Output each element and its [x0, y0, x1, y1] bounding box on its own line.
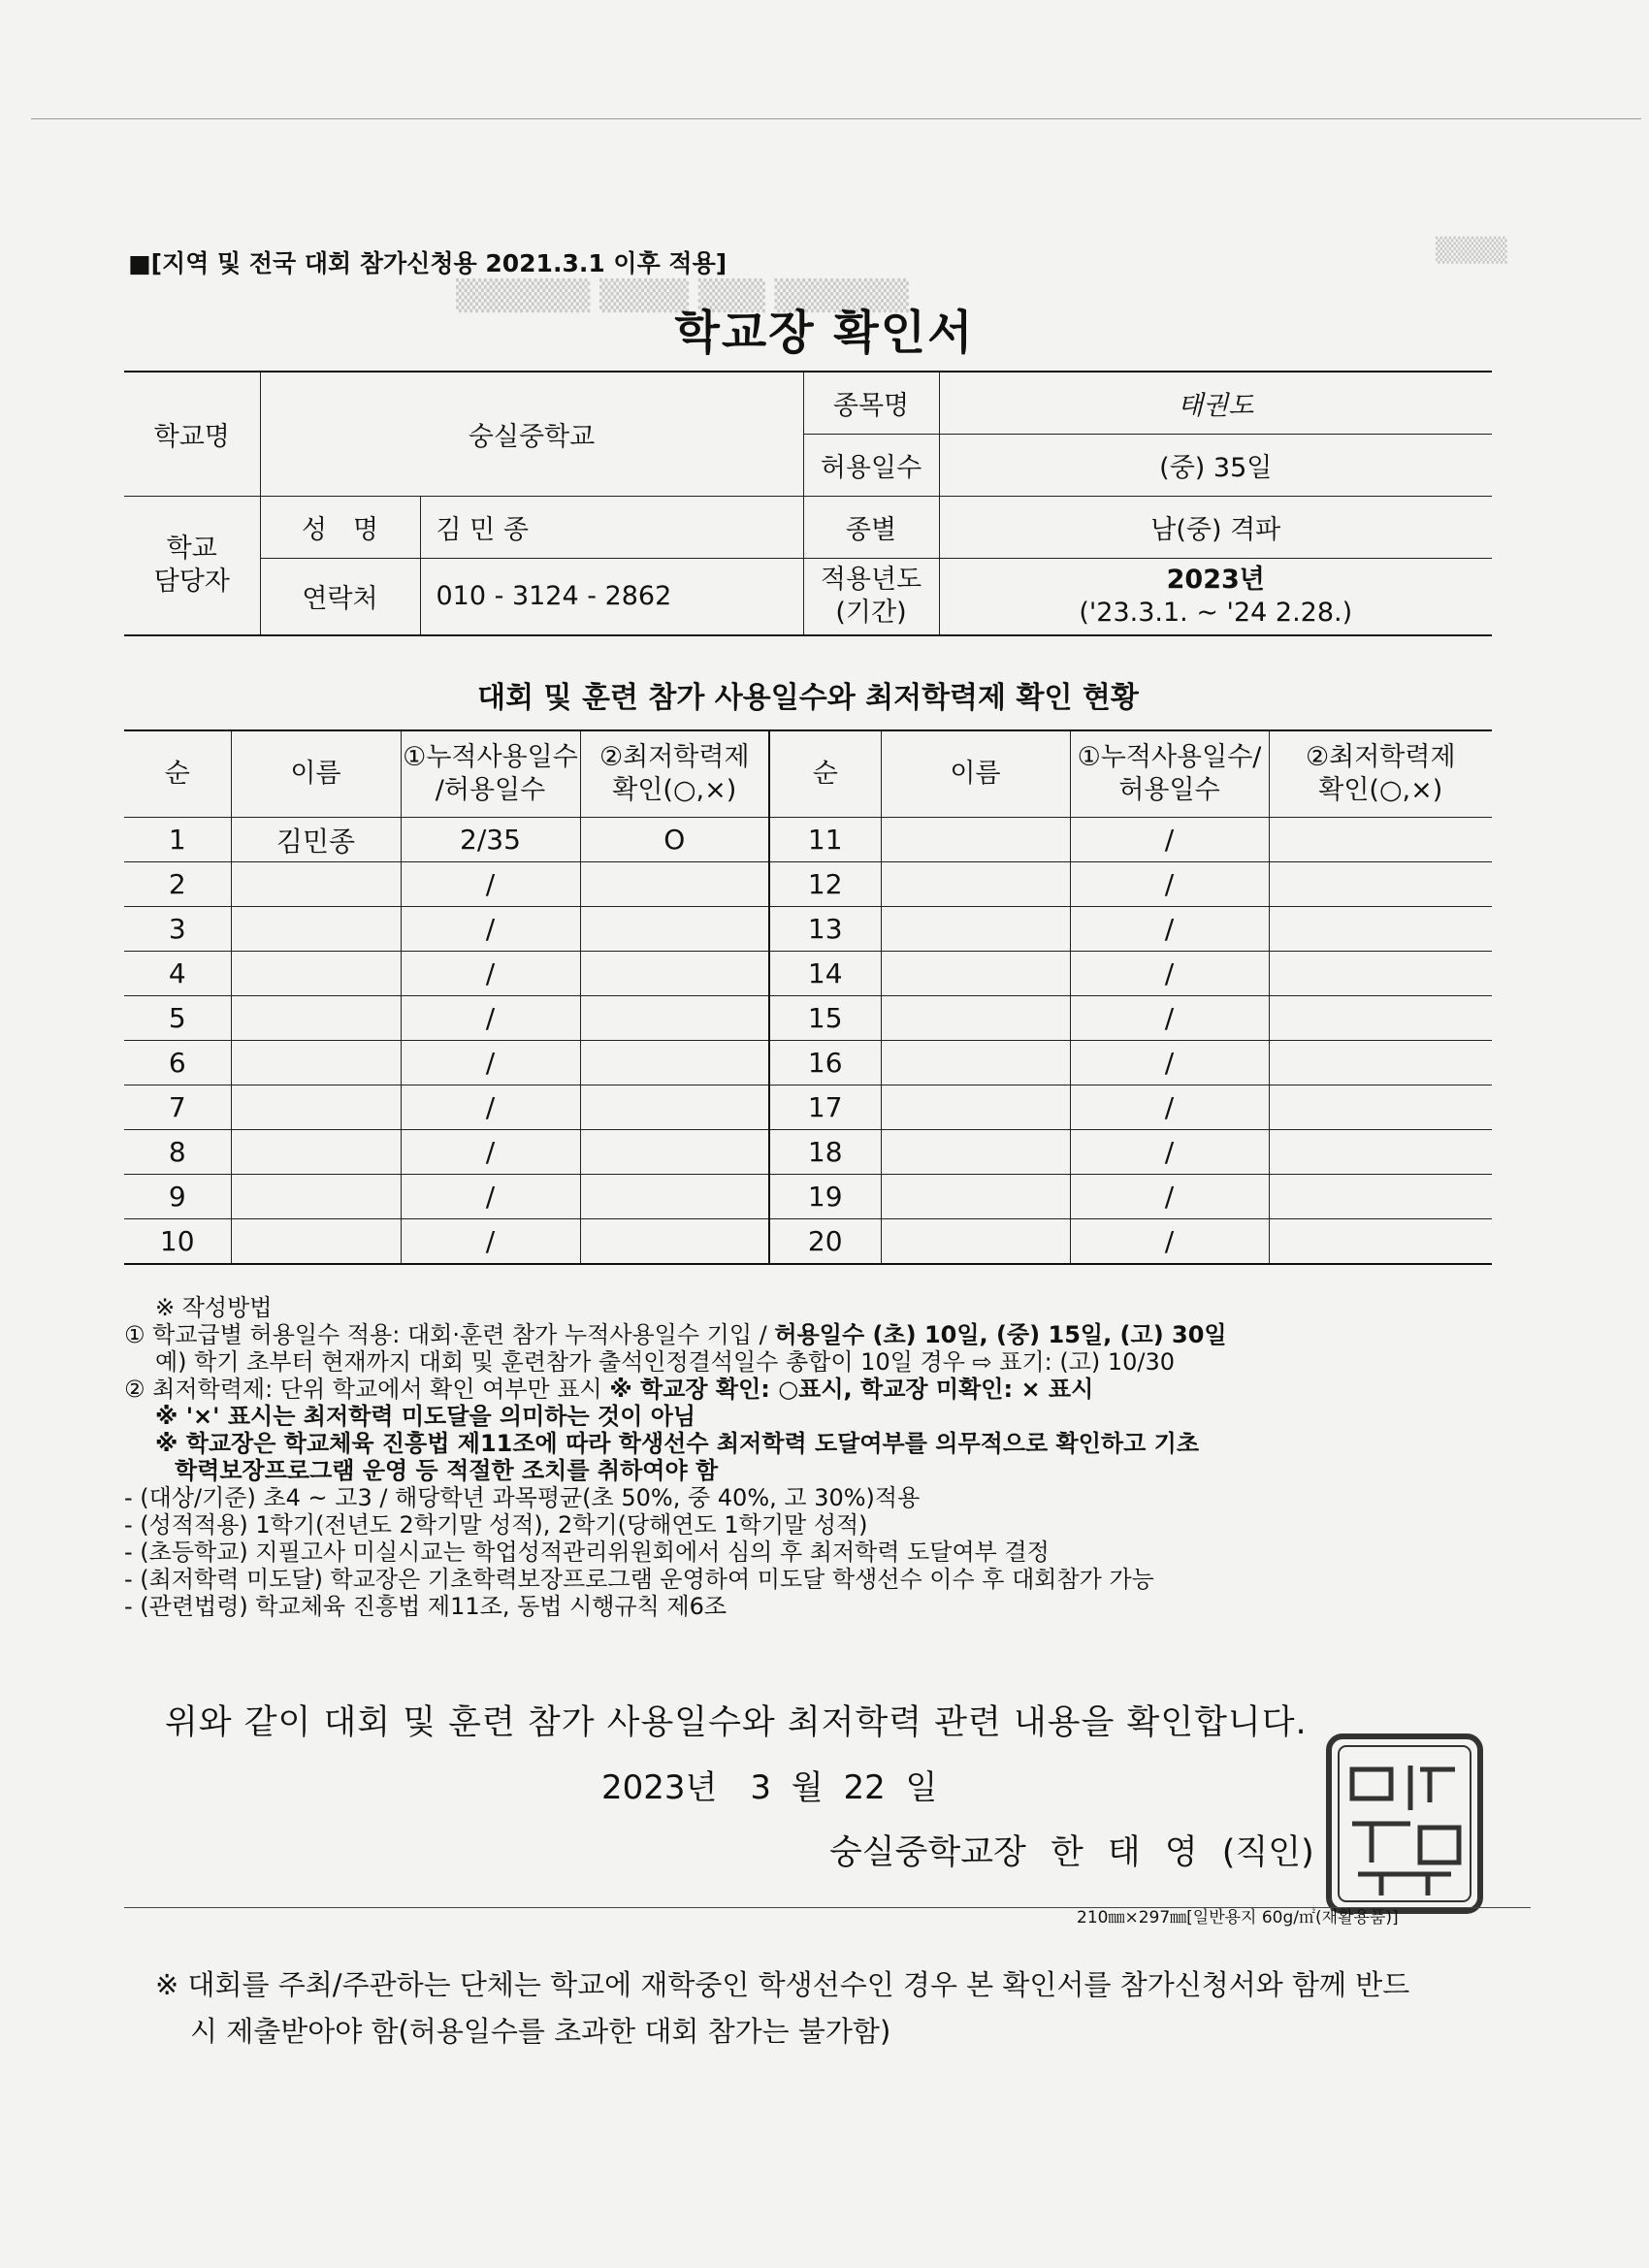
row-check-left: [580, 862, 769, 907]
row-name-right: [881, 907, 1070, 952]
row-name-right: [881, 1130, 1070, 1175]
row-name-right: [881, 818, 1070, 862]
header-min-acad-left: ②최저학력제 확인(○,×): [580, 730, 769, 818]
row-days-right: /: [1070, 818, 1269, 862]
row-no-left: 1: [124, 818, 231, 862]
header-name-left: 이름: [231, 730, 401, 818]
row-no-right: 15: [769, 996, 881, 1041]
row-check-right: [1269, 1085, 1492, 1130]
table-row: [124, 818, 1492, 862]
row-no-left: 6: [124, 1041, 231, 1085]
row-check-left: [580, 1041, 769, 1085]
row-days-right: /: [1070, 1219, 1269, 1265]
note-2-bold: ※ 학교장 확인: ○표시, 학교장 미확인: × 표시: [609, 1376, 1094, 1403]
row-no-right: 13: [769, 907, 881, 952]
row-name-left: [231, 1041, 401, 1085]
footer-note: [155, 1961, 1552, 2055]
contact-value: 010 - 3124 - 2862: [420, 558, 803, 635]
allowed-days-value: (중) 35일: [939, 434, 1492, 496]
row-check-left: [580, 1130, 769, 1175]
row-no-left: 5: [124, 996, 231, 1041]
row-name-right: [881, 952, 1070, 996]
row-name-right: [881, 996, 1070, 1041]
row-days-left: /: [401, 907, 580, 952]
year-label: 적용년도 (기간): [803, 558, 939, 635]
row-days-left: 2/35: [401, 818, 580, 862]
table-row: [124, 1219, 1492, 1265]
row-check-left: [580, 1175, 769, 1219]
note-list-3: - (초등학교) 지필고사 미실시교는 학업성적관리위원회에서 심의 후 최저학력 도달여부 결정: [124, 1539, 1050, 1566]
note-list-1: - (대상/기준) 초4 ~ 고3 / 해당학년 과목평균(초 50%, 중 40%, 고 30%)적용: [124, 1484, 921, 1511]
note-4a: ※ 학교장은 학교체육 진흥법 제11조에 따라 학생선수 최저학력 도달여부를 의무적으로 확인하고 기초: [155, 1430, 1199, 1457]
note-1a: [124, 1321, 1540, 1348]
school-label: 학교명: [124, 372, 260, 496]
header-days-right: ①누적사용일수/ 허용일수: [1070, 730, 1269, 818]
header-name-right: 이름: [881, 730, 1070, 818]
row-name-left: [231, 1085, 401, 1130]
category-value: 남(중) 격파: [939, 496, 1492, 558]
sport-value: 태권도: [939, 372, 1492, 434]
school-seal-stamp: [1323, 1731, 1486, 1917]
note-2: [124, 1376, 1540, 1403]
row-check-right: [1269, 1219, 1492, 1265]
row-days-left: /: [401, 1085, 580, 1130]
row-check-left: [580, 952, 769, 996]
row-check-right: [1269, 996, 1492, 1041]
row-no-right: 17: [769, 1085, 881, 1130]
note-3: ※ '×' 표시는 최저학력 미도달을 의미하는 것이 아님: [155, 1403, 696, 1430]
row-name-right: [881, 862, 1070, 907]
row-no-left: 4: [124, 952, 231, 996]
table-row: [124, 996, 1492, 1041]
table-row: [124, 1130, 1492, 1175]
row-days-left: /: [401, 996, 580, 1041]
row-days-left: /: [401, 1175, 580, 1219]
row-no-left: 8: [124, 1130, 231, 1175]
row-check-right: [1269, 952, 1492, 996]
bleed-through-2: ▒▒▒▒: [1436, 237, 1507, 264]
manager-label: 학교 담당자: [124, 496, 260, 635]
row-days-left: /: [401, 1219, 580, 1265]
allowed-days-label: 허용일수: [803, 434, 939, 496]
row-days-left: /: [401, 952, 580, 996]
document-title: 학교장 확인서: [674, 306, 975, 360]
row-days-right: /: [1070, 1130, 1269, 1175]
status-table: [124, 729, 1492, 1265]
row-name-right: [881, 1041, 1070, 1085]
row-no-right: 16: [769, 1041, 881, 1085]
header-note: ■[지역 및 전국 대회 참가신청용 2021.3.1 이후 적용]: [128, 249, 728, 277]
row-name-left: [231, 1130, 401, 1175]
row-check-left: [580, 907, 769, 952]
contact-label: 연락처: [260, 558, 420, 635]
info-table: [124, 371, 1492, 636]
confirmation-statement: 위와 같이 대회 및 훈련 참가 사용일수와 최저학력 관련 내용을 확인합니다.: [165, 1703, 1308, 1742]
row-no-left: 7: [124, 1085, 231, 1130]
row-name-right: [881, 1085, 1070, 1130]
table-row: [124, 907, 1492, 952]
note-list-2: - (성적적용) 1학기(전년도 2학기말 성적), 2학기(당해연도 1학기말 성적): [124, 1511, 868, 1539]
row-name-left: [231, 996, 401, 1041]
section-title: 대회 및 훈련 참가 사용일수와 최저학력제 확인 현황: [477, 681, 1139, 715]
category-label: 종별: [803, 496, 939, 558]
row-no-right: 12: [769, 862, 881, 907]
row-days-left: /: [401, 1130, 580, 1175]
row-days-left: /: [401, 1041, 580, 1085]
issue-date: 2023년 3 월 22 일: [601, 1768, 938, 1807]
notes-heading: ※ 작성방법: [155, 1294, 273, 1321]
table-row: [124, 952, 1492, 996]
signer-line: 숭실중학교장 한 태 영 (직인): [829, 1833, 1314, 1872]
name-value: 김 민 종: [420, 496, 803, 558]
row-name-left: [231, 952, 401, 996]
row-name-left: [231, 907, 401, 952]
note-list-5: - (관련법령) 학교체육 진흥법 제11조, 동법 시행규칙 제6조: [124, 1593, 728, 1620]
note-2-text: ② 최저학력제: 단위 학교에서 확인 여부만 표시: [124, 1376, 610, 1403]
scan-top-line: [31, 118, 1641, 119]
note-1b: 예) 학기 초부터 현재까지 대회 및 훈련참가 출석인정결석일수 총합이 10일 경우 ⇨ 표기: (고) 10/30: [155, 1348, 1176, 1376]
row-check-right: [1269, 1175, 1492, 1219]
note-1a-text: ① 학교급별 허용일수 적용: 대회·훈련 참가 누적사용일수 기입 /: [124, 1321, 775, 1348]
row-name-left: [231, 1175, 401, 1219]
note-4b: 학력보장프로그램 운영 등 적절한 조치를 취하여야 함: [175, 1457, 719, 1484]
row-no-right: 14: [769, 952, 881, 996]
row-no-left: 3: [124, 907, 231, 952]
row-check-right: [1269, 862, 1492, 907]
row-no-left: 10: [124, 1219, 231, 1265]
row-check-left: [580, 1219, 769, 1265]
table-row: [124, 862, 1492, 907]
header-days-left: ①누적사용일수 /허용일수: [401, 730, 580, 818]
row-no-right: 19: [769, 1175, 881, 1219]
note-list-4: - (최저학력 미도달) 학교장은 기초학력보장프로그램 운영하여 미도달 학생선수 이수 후 대회참가 가능: [124, 1566, 1154, 1593]
row-days-right: /: [1070, 862, 1269, 907]
row-check-right: [1269, 1130, 1492, 1175]
name-label: 성 명: [260, 496, 420, 558]
row-check-left: [580, 996, 769, 1041]
row-days-left: /: [401, 862, 580, 907]
year-value: 2023년: [1166, 564, 1265, 595]
row-days-right: /: [1070, 1085, 1269, 1130]
period-value: ('23.3.1. ~ '24 2.28.): [1079, 597, 1353, 628]
school-value: 숭실중학교: [260, 372, 803, 496]
row-name-left: [231, 862, 401, 907]
sport-label: 종목명: [803, 372, 939, 434]
row-check-left: [580, 1085, 769, 1130]
row-days-right: /: [1070, 1175, 1269, 1219]
year-cell: [939, 558, 1492, 635]
row-check-right: [1269, 1041, 1492, 1085]
row-no-right: 11: [769, 818, 881, 862]
row-check-right: [1269, 907, 1492, 952]
bleed-through-1: ▒▒▒▒▒▒ ▒▒▒▒ ▒▒▒ ▒▒▒▒▒▒: [456, 279, 909, 313]
row-days-right: /: [1070, 907, 1269, 952]
footer-line-1: ※ 대회를 주최/주관하는 단체는 학교에 재학중인 학생선수인 경우 본 확인서를 참가신청서와 함께 반드: [155, 1968, 1410, 2001]
row-name-right: [881, 1219, 1070, 1265]
note-1a-bold: 허용일수 (초) 10일, (중) 15일, (고) 30일: [774, 1321, 1227, 1348]
row-check-right: [1269, 818, 1492, 862]
table-row: [124, 1175, 1492, 1219]
row-no-left: 9: [124, 1175, 231, 1219]
row-no-right: 20: [769, 1219, 881, 1265]
header-min-acad-right: ②최저학력제 확인(○,×): [1269, 730, 1492, 818]
header-no-left: 순: [124, 730, 231, 818]
row-check-left: O: [580, 818, 769, 862]
row-days-right: /: [1070, 1041, 1269, 1085]
table-row: [124, 1041, 1492, 1085]
notes-block: [124, 1294, 1540, 1620]
paper-spec: 210㎜×297㎜[일반용지 60g/㎡(재활용품)]: [1077, 1908, 1399, 1928]
row-days-right: /: [1070, 996, 1269, 1041]
row-days-right: /: [1070, 952, 1269, 996]
row-no-left: 2: [124, 862, 231, 907]
table-row: [124, 1085, 1492, 1130]
row-no-right: 18: [769, 1130, 881, 1175]
row-name-left: 김민종: [231, 818, 401, 862]
row-name-left: [231, 1219, 401, 1265]
footer-line-2: 시 제출받아야 함(허용일수를 초과한 대회 참가는 불가함): [190, 2015, 891, 2048]
header-no-right: 순: [769, 730, 881, 818]
row-name-right: [881, 1175, 1070, 1219]
